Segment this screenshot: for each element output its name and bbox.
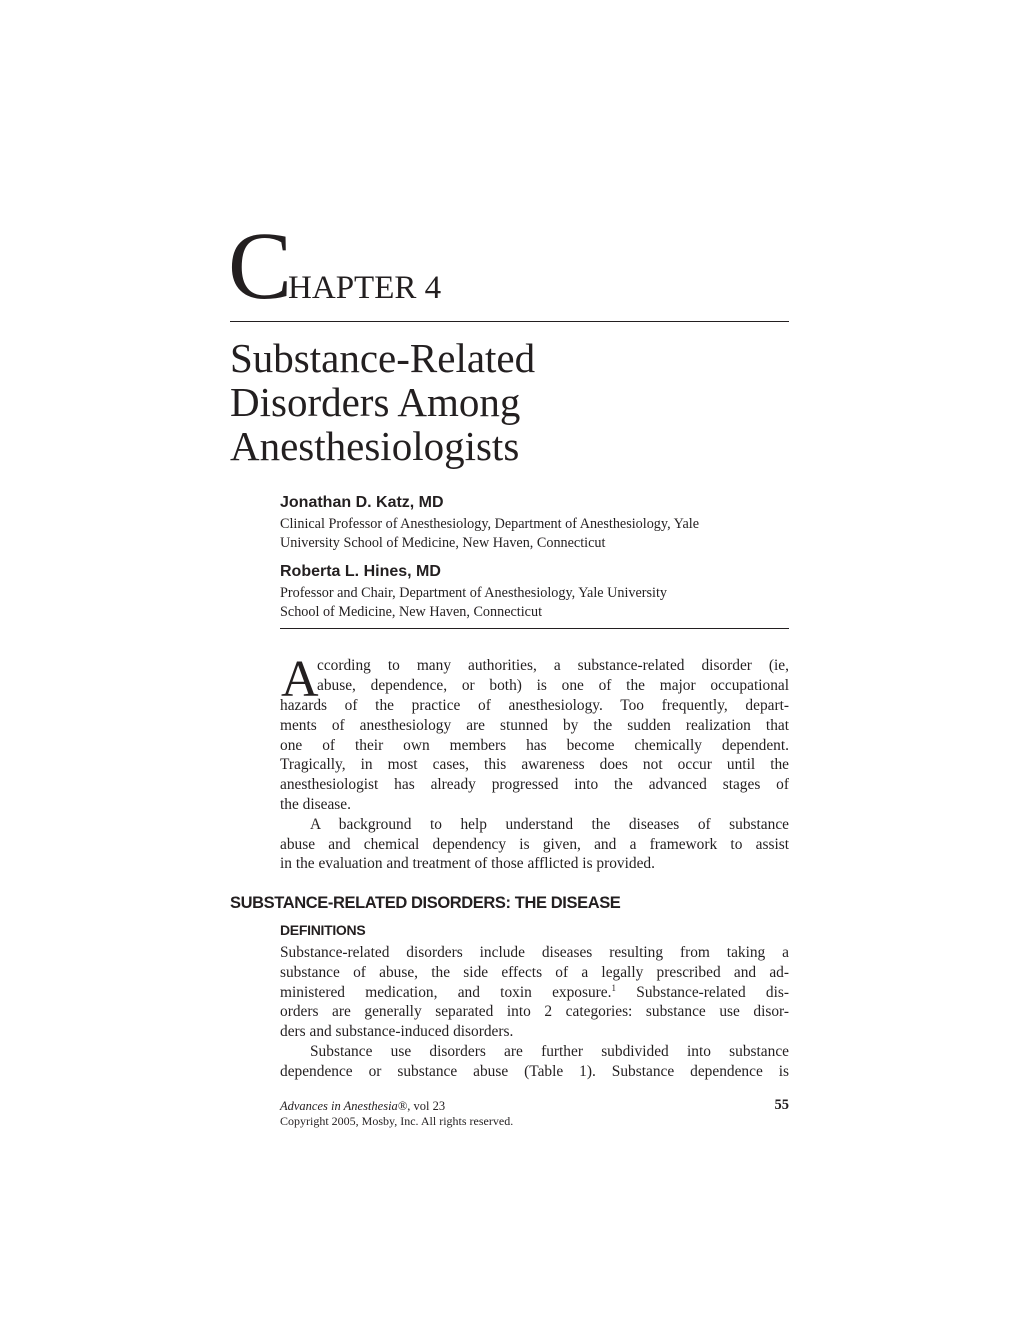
text-line: anesthesiologist has already progressed into the advanced stages of (280, 776, 789, 794)
text-line: abuse, dependence, or both) is one of the major occupational (317, 676, 789, 694)
intro-opening-lines (317, 656, 789, 696)
text-line: orders are generally separated into 2 categories: substance use disor- (280, 1003, 789, 1021)
page-number: 55 (774, 1097, 789, 1113)
author-name-hines: Roberta L. Hines, MD (280, 563, 441, 580)
text-line: in the evaluation and treatment of those afflicted is provided. (280, 855, 655, 873)
text-line: the disease. (280, 795, 351, 813)
chapter-initial: C (228, 212, 293, 319)
text-line: one of their own members has become chemically dependent. (280, 736, 789, 754)
author-affiliation-hines (280, 584, 792, 622)
text-line: substance of abuse, the side effects of a legally prescribed and ad- (280, 963, 789, 981)
chapter-label: HAPTER 4 (288, 270, 442, 306)
title-line: Anesthesiologists (230, 423, 520, 469)
text-segment: Substance-related dis- (616, 983, 789, 1001)
author-name-katz: Jonathan D. Katz, MD (280, 494, 444, 511)
affiliation-line: Professor and Chair, Department of Anesthesiology, Yale University (280, 585, 668, 601)
text-line: Substance-related disorders include diseases resulting from taking a (280, 944, 789, 961)
author-affiliation-katz (280, 515, 792, 553)
text-line: ments of anesthesiology are stunned by the sudden realization that (280, 716, 789, 734)
footer-copyright: Copyright 2005, Mosby, Inc. All rights reserved. (280, 1114, 514, 1128)
title-divider (230, 321, 789, 322)
journal-volume: ®, vol 23 (397, 1099, 446, 1113)
text-segment: ministered medication, and toxin exposure. (280, 983, 612, 1001)
text-line: abuse and chemical dependency is given, and a framework to assist (280, 835, 789, 853)
text-line: Substance use disorders are further subdivided into substance (310, 1042, 789, 1060)
affiliation-line: Clinical Professor of Anesthesiology, Department of Anesthesiology, Yale (280, 516, 699, 532)
affiliation-line: University School of Medicine, New Haven, Connecticut (280, 535, 606, 551)
text-line: dependence or substance abuse (Table 1). Substance dependence is (280, 1062, 789, 1080)
chapter-heading (228, 212, 442, 319)
text-line: hazards of the practice of anesthesiology. Too frequently, depart- (280, 697, 789, 714)
affiliation-line: School of Medicine, New Haven, Connecticut (280, 604, 543, 620)
text-line (280, 983, 789, 1003)
title-line: Substance-Related (230, 335, 536, 381)
definitions-paragraph (280, 943, 789, 1082)
authors-divider (280, 628, 789, 629)
reference-marker: 1 (611, 982, 616, 993)
title-line: Disorders Among (230, 379, 521, 425)
text-line: A background to help understand the diseases of substance (310, 815, 789, 833)
drop-cap: A (281, 651, 319, 708)
text-line: ccording to many authorities, a substance-related disorder (ie, (317, 657, 789, 674)
intro-paragraph-1 (280, 696, 789, 874)
footer-journal (280, 1099, 445, 1114)
journal-name: Advances in Anesthesia (280, 1099, 398, 1113)
text-line: ders and substance-induced disorders. (280, 1023, 514, 1041)
article-title (230, 336, 790, 468)
text-line: Tragically, in most cases, this awareness does not occur until the (280, 756, 789, 774)
subsection-heading: DEFINITIONS (280, 922, 366, 938)
section-heading: SUBSTANCE-RELATED DISORDERS: THE DISEASE (230, 894, 621, 912)
